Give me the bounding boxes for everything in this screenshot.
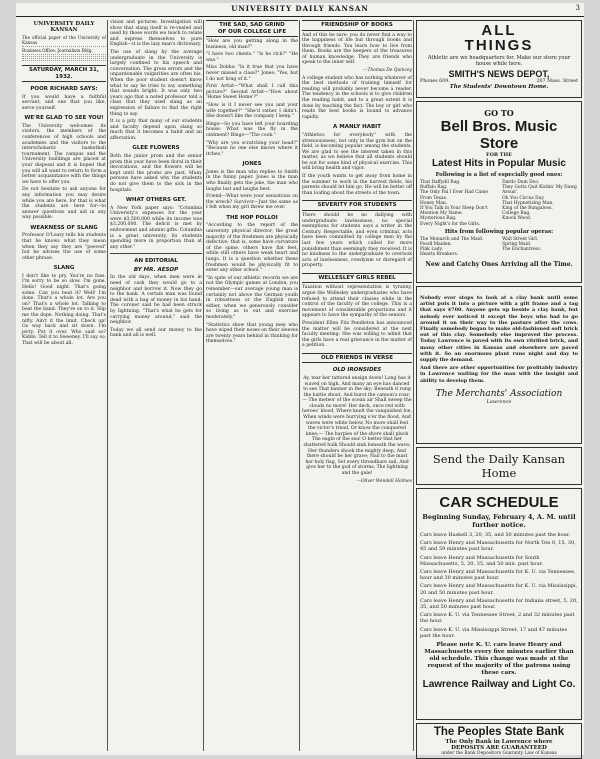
opera-list-left bbox=[420, 237, 496, 258]
masthead-date: SATURDAY, MARCH 31, 1932. bbox=[22, 65, 106, 82]
paragraph: Jones is the man who replies to Smith in the funny paper. Jones is the man who finally gets the joke, the man who laughs last and laughs best. bbox=[206, 169, 298, 192]
song-title: Every Night's for the Girls. bbox=[420, 221, 481, 227]
bank-name: The Peoples State Bank bbox=[433, 726, 565, 738]
song-title: King of the Bungaloos. bbox=[502, 206, 553, 212]
ad-store-name: SMITH'S NEWS DEPOT, bbox=[448, 69, 550, 79]
masthead-name: UNIVERSITY DAILY KANSAN bbox=[33, 21, 95, 33]
song-title: That Hypnotizing Man. bbox=[502, 200, 554, 206]
paragraph: "How are you getting along in the business, old man?" bbox=[206, 39, 298, 50]
ad-line: Hits from following popular operas: bbox=[444, 228, 554, 235]
poem: I don't like to pry. You're no fuss. I'm sorry to be so slow. I'm gone. Hello! Good night. That's going some. Can you beat it? Well! I'm done. That's a whole lot. Are you on? That's a whole lot. Talking to beat the band. They're on to it. Slip me the dope. Nothing doing. That's nifty. Ain't it the limit. Check up! Go way back and sit down. I'm jerry. Put it over. Who said so? Kiddo. Tell it to Sweeney. I'll say so. That will be about all. bbox=[22, 273, 106, 346]
paragraph: It is a pity that many of our students and faculty depend upon slang so much that it becomes a habit and an affectation. bbox=[110, 119, 202, 141]
ad-body: And there are other opportunities for profitably industry in Lawrence waiting for the man with the insight and ability to develop them. bbox=[420, 365, 578, 384]
ad-phone: Phones 609. bbox=[420, 79, 450, 84]
song-list bbox=[420, 180, 578, 227]
opera-list bbox=[420, 237, 578, 258]
car-schedule-line: Cars leave Henry and Massachusetts for North Ten 0, 15, 30, 45 and 59 minutes past hour. bbox=[420, 540, 576, 553]
car-schedule-title: CAR SCHEDULE bbox=[439, 494, 559, 511]
column-rule bbox=[413, 20, 414, 751]
paragraph: If the youth wants to get away from home in the summer to work in the harvest fields, his parents should let him go. He will be better off than loafing about the streets of the town. bbox=[302, 174, 412, 196]
song-title: Honey Man. bbox=[420, 200, 448, 206]
paragraph: Today we all send our money to the bank and all is well. bbox=[110, 327, 202, 339]
song-title: Knock Wood. bbox=[502, 216, 532, 222]
heading-sad-grind-2: OF OUR COLLEGE LIFE bbox=[217, 28, 287, 35]
heading-old-friends: OLD FRIENDS IN VERSE bbox=[302, 353, 412, 364]
song-title: College Rag. bbox=[502, 211, 531, 217]
paragraph: "According to the report of the university physical director, the great majority of the freshmen are physically defective; that is, some have curvature of the spine, others have flat feet, while still others have weak heart and lungs. It is a question whether these freshmen would be physically fit to enter any other school." bbox=[206, 223, 298, 274]
song-title: That Daffydil Rag. bbox=[420, 180, 461, 185]
ad-body: Nobody ever stops to look at a clay bank until some artist puts it into a picture with a gilt frame and a tag that says $700. Anyone gets up beside a clay bank, but nobody ever noticed it except the boys who had to go around it on their way to the pasture after the cows. Finally somebody began to make old-fashioned soft brick out of this clay. Somebody else improved the process. Today Lawrence is paved with its own vitrified brick, and many other cities in Kansas and elsewhere are paved with it. So an enormous plant runs night and day to supply the demand. bbox=[420, 295, 578, 364]
column-1 bbox=[22, 20, 106, 753]
paragraph: vision and pictures. Investigation will show that slang itself is re-vealed and used by those words we teach to relate and express themselves to pure English—it is the lazy man's dictionary. bbox=[110, 20, 202, 48]
page-header-title: UNIVERSITY DAILY KANSAN bbox=[231, 4, 369, 13]
ad-bell-bros bbox=[416, 101, 582, 283]
car-schedule bbox=[416, 488, 582, 720]
bank-line: under the Bank Depositors Guaranty Law of Kansas bbox=[441, 751, 557, 756]
paragraph: Friend—What were your sensations on the wreck? Survivor—Just the same as I felt when my girl threw me over. bbox=[206, 194, 298, 211]
paragraph: "Statistics show that young men who have wiped their noses on their sleeves are twenty years behind in thinking for themselves." bbox=[206, 322, 298, 345]
ad-signature: The Merchants' Association bbox=[435, 388, 563, 399]
song-title: Buffalo Rag. bbox=[420, 185, 448, 191]
ad-smiths-news bbox=[416, 20, 582, 98]
heading-sad-grind: THE SAD, SAD GRIND bbox=[219, 22, 285, 28]
song-title: The Only Pal I Ever Had Came From Texas. bbox=[420, 190, 488, 201]
car-schedule-note: Please note K. U. cars leave Henry and Massachusetts every five minutes earlier than old schedule. This change was made at the request of the majority of the patrons using these cars. bbox=[424, 642, 574, 677]
car-schedule-line: Cars leave Haskell 3, 20, 35, and 50 minutes past the hour. bbox=[420, 532, 571, 538]
car-schedule-lines bbox=[420, 532, 578, 639]
heading-glee-flowers: GLEE FLOWERS bbox=[132, 145, 180, 152]
paragraph: President Ellen Fitz Pendleton has announced the matter will be considered at the next faculty meeting. She was willing to admit that the girls have a real grievance in the matter of a petition. bbox=[302, 320, 412, 349]
ad-address: 207 Mass. Street bbox=[536, 79, 578, 84]
masthead-office: Business Office: Journalism Bldg. bbox=[22, 48, 93, 53]
ad-tagline: Athletic are we headquarters for. Make our store your house while here. bbox=[427, 55, 571, 67]
car-schedule-line: Cars leave Henry and Massachusetts for K. U. via Tennessee, hour and 30 minutes past hour. bbox=[420, 569, 576, 582]
paragraph: "Athletics for everybody" with the strenuousness, not only in the gym but on the field, is becoming popular among the students. We are glad to see the interest taken in this matter, as we believe that all students should be out for some kind of physical exercise. This will bring health and vigor. bbox=[302, 132, 412, 172]
heading-friendship-books: FRIENDSHIP OF BOOKS bbox=[302, 20, 412, 31]
song-list-left bbox=[420, 180, 496, 227]
heading-hop-polloi: THE HOP POLLOI bbox=[226, 214, 278, 221]
signature: —Oliver Wendell Holmes bbox=[356, 478, 412, 484]
heading-old-ironsides: OLD IRONSIDES bbox=[332, 367, 382, 374]
masthead-subtitle: The official paper of the University of Kansas bbox=[22, 35, 106, 45]
page-number: 3 bbox=[575, 4, 580, 12]
car-schedule-subtitle: Beginning Sunday, February 4, A. M. until further notice. bbox=[422, 513, 576, 529]
paragraph: Do not hesitate to ask anyone for any information you may desire while you are here, for that is what the students are here for—to answer questions and aid in any way possible. bbox=[22, 187, 106, 221]
column-4 bbox=[302, 20, 412, 753]
car-schedule-line: Cars leave Henry and Massachusetts for K. U. via Mississippi, 20 and 50 minutes past hour. bbox=[420, 583, 578, 596]
ad-signature-city: Lawrence bbox=[486, 398, 512, 405]
paragraph: The University welcomes its visitors, the members of the conferences of high schools and academies and the visitors to the interscholastic basketball tournament. The campus and the University buildings are placed at your disposal and it is hoped that you will all want to return to form a better acquaintance with the things we have to offer you. bbox=[22, 123, 106, 185]
ad-slogan: The Students' Downtown Home. bbox=[449, 84, 549, 91]
song-title: If You Talk in Your Sleep Don't Mention My Name. bbox=[420, 206, 488, 217]
ad-headline: ALL bbox=[481, 22, 517, 39]
paragraph: Miss Dobbs: "Is it true that you have never missed a class?" Jones: "Yes, but I do not brag of it." bbox=[206, 65, 298, 82]
opera-title: Poodl Maiden. bbox=[420, 242, 452, 248]
paragraph: There should be no dallying with undergraduate lawlessness, no special exemptions for students says a writer in the Century. Respectable, and even criminal, acts have been committed by college men by the last few years which called for more punishment than seemingly they received. It is no kindness to the undergraduate to overlook acts of lawlessness, rowdyism or disregard of property. bbox=[302, 212, 412, 269]
bank-line: The Only Bank in Lawrence where bbox=[445, 739, 553, 745]
ad-headline: THINGS bbox=[464, 37, 534, 54]
column-rule bbox=[107, 20, 108, 751]
column-rule bbox=[299, 20, 300, 751]
ad-line: GO TO bbox=[484, 108, 514, 118]
heading-manly-habit: A MANLY HABIT bbox=[333, 124, 381, 131]
song-list-right bbox=[502, 180, 578, 227]
column-5-ads bbox=[416, 20, 582, 756]
paragraph: A college student who has nothing whatever of the best methods of training himself for reading will probably never become a reader. The tendency in the schools is to give children the reading habit, and to a great extent it is done by teaching the fact. The boy or girl who reads the best books is bound to advance rapidly. bbox=[302, 75, 412, 120]
car-schedule-line: Cars leave Henry and Massachusetts for South Massachusetts, 5, 20, 35, and 50 min. past hour. bbox=[420, 554, 544, 567]
opera-title: Spring Maid. bbox=[502, 242, 532, 248]
heading-weakness-slang: WEAKNESS OF SLANG bbox=[30, 224, 98, 231]
heading-jones: JONES bbox=[242, 161, 262, 168]
car-schedule-line: Cars leave K. U. via Mississippi Street, 17 and 47 minutes past the hour. bbox=[420, 626, 568, 639]
opera-title: Wall Street Girl. bbox=[502, 236, 539, 242]
signature: —Thomas De Quincey bbox=[363, 68, 412, 74]
opera-title: The Monarch and The Maid. bbox=[420, 236, 484, 242]
opera-list-right bbox=[502, 237, 578, 258]
car-schedule-company: Lawrence Railway and Light Co. bbox=[422, 679, 576, 691]
opera-title: Pink Lady. bbox=[420, 247, 443, 253]
poem: Ay, tear her tattered ensign down! Long has it waved on high, And many an eye has danced to see That banner in the sky; Beneath it rung the battle shout, And burst the cannon's roar;— The meteor of the ocean air Shall sweep the clouds no more! Her deck, once red with heroes' blood, Where knelt the vanquished foe, When winds were hurrying o'er the flood, And waves were white below, No more shall feel the victor's tread, Or know the conquered knee;— The harpies of the shore shall pluck The eagle of the sea! O better that her shattered hulk Should sink beneath the wave; Her thunders shook the mighty deep, And there should be her grave; Nail to the mast her holy flag, Set every threadbare sail, And give her to the god of storms, The lightning and the gale! bbox=[302, 375, 412, 476]
paragraph: A New York paper says: "Columbia University's expenses for the year were $3,500,000 while its income was $3,200,000. The deficit is met by endowment and alumni gifts. Columbia is a great university, its students spending more in proportion than at any other." bbox=[110, 205, 202, 250]
paragraph: "Why are you scratching your head?" "Because no one else knows where it itches." bbox=[206, 140, 298, 157]
car-schedule-line: Cars leave Henry and Massachusetts for Indiana street, 5, 20, 35, and 50 minutes past hour. bbox=[420, 597, 578, 611]
column-3 bbox=[206, 20, 298, 753]
heading-poor-richard: POOR RICHARD SAYS: bbox=[30, 86, 98, 92]
newspaper-page bbox=[16, 3, 584, 755]
ad-line: Latest Hits in Popular Music bbox=[432, 158, 566, 169]
ad-line: FOR THE bbox=[485, 152, 513, 158]
heading-editorial-byline: BY MR. AESOP bbox=[133, 266, 179, 273]
ad-peoples-bank bbox=[416, 723, 582, 759]
song-title: Mysterious Rag. bbox=[420, 216, 457, 222]
column-rule bbox=[203, 20, 204, 751]
song-title: Dardo Dum Doo. bbox=[502, 180, 540, 185]
opera-title: Hearts Breakers. bbox=[420, 252, 459, 258]
opera-title: The Enchantress. bbox=[502, 247, 542, 253]
ad-line: New and Catchy Ones Arriving all the Time. bbox=[425, 260, 573, 268]
paragraph: The use of slang by the average undergraduate in the University is largely confined to his speech and conversation. The gross errors and the unpardonable vulgarities are often his. When the poor student doesn't know what to say he tries to say something that sounds bright. It was only two years ago that a noted professor told a class that they used slang as an expression of failure to find the right thing to say. bbox=[110, 49, 202, 117]
paragraph: "In spite of our athletic records we are not the Olympic games at London, you remember—our average young man is certainly not above the German youth in robustness or the English man either, when we generously consider so living as to eat and exercise moderately." bbox=[206, 275, 298, 320]
bank-line: DEPOSITS ARE GUARANTEED bbox=[451, 745, 547, 751]
car-schedule-line: Cars leave K. U. via Tennessee Street, 2 and 32 minutes past the hour. bbox=[420, 612, 575, 625]
heading-slang-poem: SLANG bbox=[53, 265, 75, 272]
ad-line: Following is a list of especially good ones: bbox=[435, 172, 563, 178]
paragraph: In the old days, when men were in need of cash they would go to a neighbor and borrow it. Now they go to the bank. A certain man was found dead with a bag of money in his hand. The coroner said he had been struck by lightning. "That's what he gets for carrying money around," said the neighbor. bbox=[110, 275, 202, 326]
paragraph: If you would have a faithful servant, and one that you like, serve yourself. bbox=[22, 94, 106, 111]
paragraph: Bingo—So you have left your boarding house. What was the fly in the ointment? Bingo—"The cook." bbox=[206, 121, 298, 138]
heading-severity-students: SEVERITY FOR STUDENTS bbox=[302, 200, 412, 211]
heading-editorial: AN EDITORIAL bbox=[134, 258, 178, 265]
paragraph: "How is it I never see you and your wife together?" "She'd rather I didn't. She doesn't like the company I keep." bbox=[206, 102, 298, 120]
heading-glad-to-see: WE'RE GLAD TO SEE YOU! bbox=[24, 115, 104, 122]
heading-wellesley: WELLESLEY GIRLS REBEL bbox=[302, 273, 412, 284]
paragraph: Professor O'Leary tells his students that he knows what they mean when they say they are "peeved" but he advises the use of some other phrase. bbox=[22, 233, 106, 261]
paragraph: Both the junior prom and the senior prom this year have been floral in their decorations, and the flowers will be kept until the proms are past. Many persons have asked why the students do not give them to the sick in the hospitals. bbox=[110, 153, 202, 193]
paragraph: "I have two clients." "Is he rich?" "He was." bbox=[206, 52, 298, 63]
song-title: They Gotta Quit Kickin' My Dawg Aroun'. bbox=[502, 185, 577, 196]
paragraph: First Artist—"What shall I call this picture?" Second Artist—"How about 'Home Sweet Home'?" bbox=[206, 84, 298, 101]
paragraph: Taxation without representation is tyranny, argue the Wellesley undergraduates who have refused to attend their classes while in the control of the faculty of the college. This is a movement of considerable proportions and it appears to have the sympathy of the seniors. bbox=[302, 285, 412, 319]
heading-what-others-get: WHAT OTHERS GET. bbox=[125, 197, 187, 204]
ad-merchants-association bbox=[416, 286, 582, 444]
column-2 bbox=[110, 20, 202, 753]
ad-store-name: Bell Bros. Music Store bbox=[440, 118, 558, 152]
song-title: Oh You Circus Day. bbox=[502, 195, 545, 201]
page-header bbox=[16, 3, 584, 17]
paragraph: And of this be sure: you do never find a way to the happiness of life but through books and through friends. You learn how to live from them. Books are the keepers of the treasures of human knowledge. They are friends who speak to the inner self. bbox=[302, 32, 412, 66]
ad-send-kansan-home: Send the Daily Kansan Home bbox=[416, 447, 582, 485]
